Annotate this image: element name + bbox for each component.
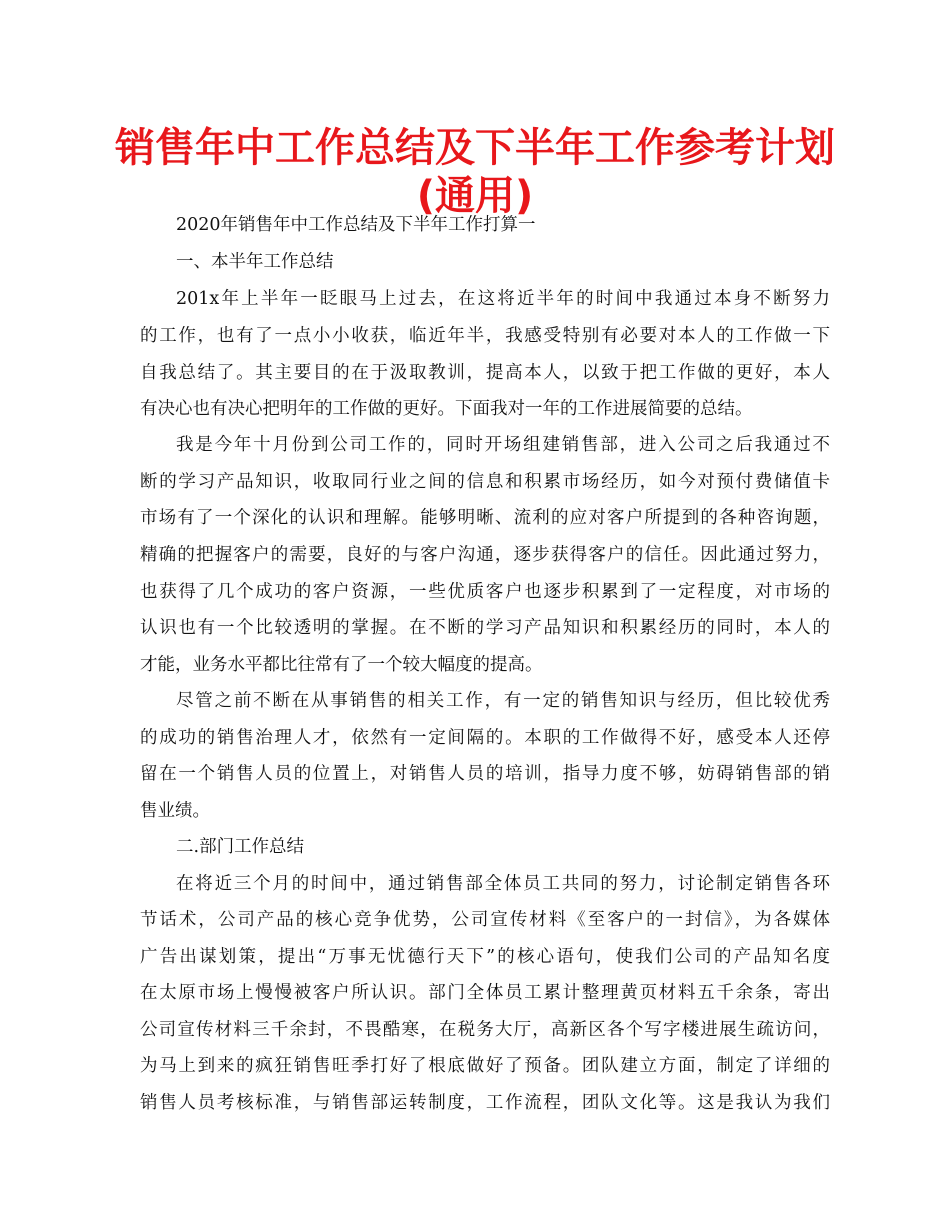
body-line: 广告出谋划策，提出“万事无忧德行天下”的核心语句，使我们公司的产品知名度 bbox=[140, 947, 830, 967]
body-line: 销售人员考核标准，与销售部运转制度，工作流程，团队文化等。这是我认为我们 bbox=[140, 1093, 830, 1113]
body-line: 在将近三个月的时间中，通过销售部全体员工共同的努力，讨论制定销售各环 bbox=[176, 874, 830, 894]
section-heading-1: 一、本半年工作总结 bbox=[176, 252, 334, 272]
body-line: 才能，业务水平都比往常有了一个较大幅度的提高。 bbox=[140, 655, 543, 675]
body-line: 在太原市场上慢慢被客户所认识。部门全体员工累计整理黄页材料五千余条，寄出 bbox=[140, 983, 830, 1003]
body-line: 精确的把握客户的需要，良好的与客户沟通，逐步获得客户的信任。因此通过努力， bbox=[140, 545, 830, 565]
body-line: 有决心也有决心把明年的工作做的更好。下面我对一年的工作进展简要的总结。 bbox=[140, 399, 753, 419]
body-line: 市场有了一个深化的认识和理解。能够明晰、流利的应对客户所提到的各种咨询题， bbox=[140, 508, 830, 528]
body-line: 也获得了几个成功的客户资源，一些优质客户也逐步积累到了一定程度，对市场的 bbox=[140, 582, 830, 602]
body-line: 为马上到来的疯狂销售旺季打好了根底做好了预备。团队建立方面，制定了详细的 bbox=[140, 1056, 830, 1076]
body-line: 留在一个销售人员的位置上，对销售人员的培训，指导力度不够，妨碍销售部的销 bbox=[140, 764, 830, 784]
body-line: 认识也有一个比较透明的掌握。在不断的学习产品知识和积累经历的同时，本人的 bbox=[140, 618, 830, 638]
body-line: 节话术，公司产品的核心竞争优势，公司宣传材料《至客户的一封信》，为各媒体 bbox=[140, 910, 830, 930]
body-line: 我是今年十月份到公司工作的，同时开场组建销售部，进入公司之后我通过不 bbox=[176, 435, 830, 455]
body-line: 售业绩。 bbox=[140, 801, 210, 821]
body-line: 201x年上半年一眨眼马上过去，在这将近半年的时间中我通过本身不断努力 bbox=[176, 289, 830, 309]
title-line-1: 销售年中工作总结及下半年工作参考计划 bbox=[115, 125, 835, 171]
document-title bbox=[100, 124, 850, 220]
body-line: 自我总结了。其主要目的在于汲取教训，提高本人，以致于把工作做的更好，本人 bbox=[140, 363, 830, 383]
body-line: 尽管之前不断在从事销售的相关工作，有一定的销售知识与经历，但比较优秀 bbox=[176, 691, 830, 711]
section-heading-2: 二.部门工作总结 bbox=[176, 837, 305, 857]
subtitle-line: 2020年销售年中工作总结及下半年工作打算一 bbox=[176, 215, 536, 235]
body-line: 的成功的销售治理人才，依然有一定间隔的。本职的工作做得不好，感受本人还停 bbox=[140, 728, 830, 748]
body-line: 断的学习产品知识，收取同行业之间的信息和积累市场经历，如今对预付费储值卡 bbox=[140, 472, 830, 492]
body-line: 公司宣传材料三千余封，不畏酷寒，在税务大厅，高新区各个写字楼进展生疏访问， bbox=[140, 1020, 830, 1040]
body-line: 的工作，也有了一点小小收获，临近年半，我感受特别有必要对本人的工作做一下 bbox=[140, 326, 830, 346]
title-line-2: (通用) bbox=[416, 173, 534, 219]
